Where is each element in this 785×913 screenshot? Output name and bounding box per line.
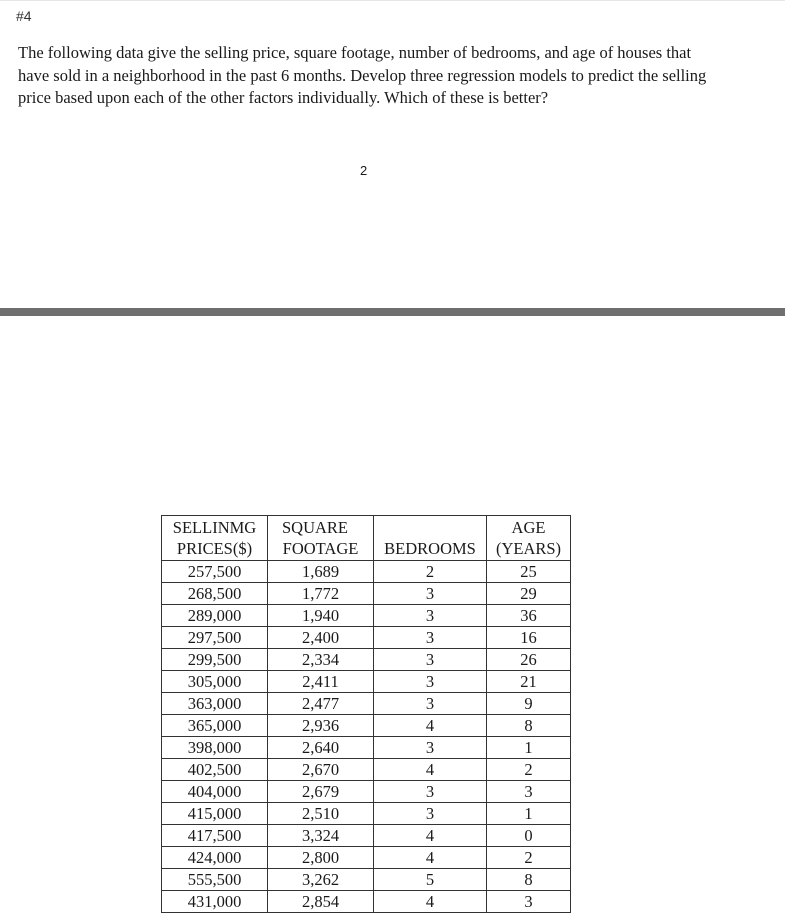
table-cell: 2,400 <box>268 627 374 649</box>
table-cell: 2 <box>487 759 571 781</box>
table-cell: 1 <box>487 803 571 825</box>
table-cell: 2,477 <box>268 693 374 715</box>
table-cell: 2,510 <box>268 803 374 825</box>
table-cell: 2,679 <box>268 781 374 803</box>
header-bedrooms <box>374 516 487 561</box>
table-cell: 1,689 <box>268 561 374 583</box>
table-cell: 2,640 <box>268 737 374 759</box>
table-cell: 0 <box>487 825 571 847</box>
table-cell: 5 <box>374 869 487 891</box>
table-row <box>162 693 571 715</box>
header-line: SELLINMG <box>172 518 257 537</box>
table-row <box>162 803 571 825</box>
table-cell: 2,854 <box>268 891 374 913</box>
top-border <box>0 0 785 1</box>
table-cell: 8 <box>487 869 571 891</box>
table-cell: 3,262 <box>268 869 374 891</box>
table-cell: 3 <box>374 649 487 671</box>
table-cell: 365,000 <box>162 715 268 737</box>
table-row <box>162 649 571 671</box>
table-cell: 3 <box>374 781 487 803</box>
table-cell: 2,670 <box>268 759 374 781</box>
header-age <box>487 516 571 561</box>
table-cell: 1 <box>487 737 571 759</box>
header-line <box>374 517 486 538</box>
header-line: BEDROOMS <box>384 539 476 558</box>
table-cell: 2 <box>374 561 487 583</box>
table-cell: 29 <box>487 583 571 605</box>
table-cell: 431,000 <box>162 891 268 913</box>
table-cell: 3 <box>374 627 487 649</box>
table-cell: 25 <box>487 561 571 583</box>
table-cell: 3 <box>487 781 571 803</box>
table-cell: 257,500 <box>162 561 268 583</box>
house-data-table <box>161 515 571 913</box>
table-cell: 1,940 <box>268 605 374 627</box>
table-cell: 4 <box>374 825 487 847</box>
table-cell: 3,324 <box>268 825 374 847</box>
header-square-footage <box>268 516 374 561</box>
table-cell: 21 <box>487 671 571 693</box>
table-cell: 398,000 <box>162 737 268 759</box>
table-cell: 36 <box>487 605 571 627</box>
table-cell: 4 <box>374 759 487 781</box>
table-cell: 3 <box>374 693 487 715</box>
table-cell: 424,000 <box>162 847 268 869</box>
table-cell: 299,500 <box>162 649 268 671</box>
table-row <box>162 891 571 913</box>
table-cell: 3 <box>374 671 487 693</box>
question-text: The following data give the selling price, square footage, number of bedrooms, and age of houses that have sold in a neighborhood in the past 6 months. Develop three regression models to predict the selling price based upon each of the other factors individually. Which of these is better? <box>18 43 707 107</box>
table-cell: 16 <box>487 627 571 649</box>
question-number: #4 <box>16 8 32 24</box>
table-cell: 305,000 <box>162 671 268 693</box>
table-row <box>162 605 571 627</box>
header-line: FOOTAGE <box>282 539 359 558</box>
header-selling-price <box>162 516 268 561</box>
table-cell: 3 <box>374 605 487 627</box>
table-cell: 8 <box>487 715 571 737</box>
table-cell: 3 <box>487 891 571 913</box>
table-cell: 402,500 <box>162 759 268 781</box>
page-divider <box>0 308 785 316</box>
table-cell: 415,000 <box>162 803 268 825</box>
table-cell: 289,000 <box>162 605 268 627</box>
table-cell: 297,500 <box>162 627 268 649</box>
table-cell: 2 <box>487 847 571 869</box>
table-cell: 4 <box>374 891 487 913</box>
table-row <box>162 737 571 759</box>
header-line: (YEARS) <box>495 539 562 558</box>
table-row <box>162 781 571 803</box>
table-row <box>162 869 571 891</box>
table-row <box>162 825 571 847</box>
header-line: SQUARE <box>282 518 349 537</box>
page-number: 2 <box>360 163 368 178</box>
table-row <box>162 847 571 869</box>
header-line: PRICES($) <box>176 539 253 558</box>
table-cell: 1,772 <box>268 583 374 605</box>
table-cell: 2,411 <box>268 671 374 693</box>
table-row <box>162 759 571 781</box>
table-cell: 555,500 <box>162 869 268 891</box>
table-cell: 404,000 <box>162 781 268 803</box>
table-cell: 3 <box>374 737 487 759</box>
header-line: AGE <box>511 518 546 537</box>
table-cell: 3 <box>374 803 487 825</box>
table-row <box>162 583 571 605</box>
table-cell: 2,334 <box>268 649 374 671</box>
table-cell: 4 <box>374 715 487 737</box>
table-row <box>162 561 571 583</box>
table-cell: 268,500 <box>162 583 268 605</box>
table-cell: 4 <box>374 847 487 869</box>
table-cell: 363,000 <box>162 693 268 715</box>
table-row <box>162 627 571 649</box>
table-cell: 2,800 <box>268 847 374 869</box>
table-cell: 9 <box>487 693 571 715</box>
table-row <box>162 671 571 693</box>
table-header-row <box>162 516 571 561</box>
table-cell: 3 <box>374 583 487 605</box>
table-cell: 26 <box>487 649 571 671</box>
table-cell: 2,936 <box>268 715 374 737</box>
table-cell: 417,500 <box>162 825 268 847</box>
table-row <box>162 715 571 737</box>
